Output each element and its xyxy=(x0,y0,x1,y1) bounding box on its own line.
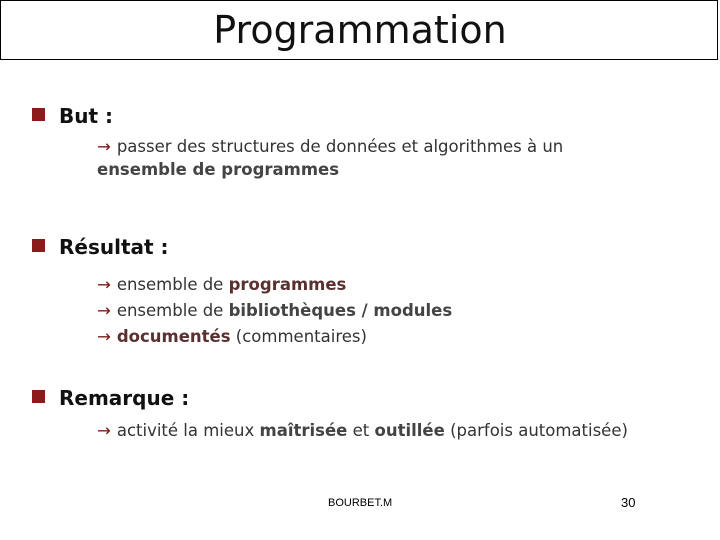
page-number: 30 xyxy=(621,495,636,510)
section-heading-but: But : xyxy=(59,104,114,128)
square-bullet-icon xyxy=(32,390,45,403)
but-text-1: passer des structures de données et algorithmes à un xyxy=(116,137,564,156)
resultat-item-3 xyxy=(97,324,367,350)
right-arrow-icon: → xyxy=(97,421,111,440)
right-arrow-icon: → xyxy=(97,327,111,346)
section-but xyxy=(32,104,113,128)
section-remarque xyxy=(32,386,189,410)
resultat-item-1-prefix: ensemble de xyxy=(116,275,229,294)
remarque-middle: et xyxy=(347,421,375,440)
right-arrow-icon: → xyxy=(97,301,111,320)
but-text-2: ensemble de programmes xyxy=(97,160,340,179)
remarque-prefix: activité la mieux xyxy=(116,421,260,440)
remarque-bold-1: maîtrisée xyxy=(259,421,348,440)
but-line-2 xyxy=(97,157,339,183)
slide-title: Programmation xyxy=(213,8,507,52)
footer-author: BOURBET.M xyxy=(328,497,393,509)
resultat-item-2-prefix: ensemble de xyxy=(116,301,229,320)
remarque-line xyxy=(97,418,628,444)
square-bullet-icon xyxy=(32,108,45,121)
right-arrow-icon: → xyxy=(97,137,111,156)
square-bullet-icon xyxy=(32,239,45,252)
right-arrow-icon: → xyxy=(97,275,111,294)
resultat-item-2 xyxy=(97,298,452,324)
remarque-suffix: (parfois automatisée) xyxy=(444,421,628,440)
section-resultat xyxy=(32,235,169,259)
section-heading-resultat: Résultat : xyxy=(59,235,169,259)
resultat-item-1 xyxy=(97,272,346,298)
resultat-item-1-bold: programmes xyxy=(228,275,347,294)
section-heading-remarque: Remarque : xyxy=(59,386,190,410)
resultat-item-3-bold: documentés xyxy=(116,327,231,346)
remarque-bold-2: outillée xyxy=(374,421,445,440)
resultat-item-3-suffix: (commentaires) xyxy=(230,327,367,346)
resultat-item-2-bold: bibliothèques / modules xyxy=(228,301,453,320)
